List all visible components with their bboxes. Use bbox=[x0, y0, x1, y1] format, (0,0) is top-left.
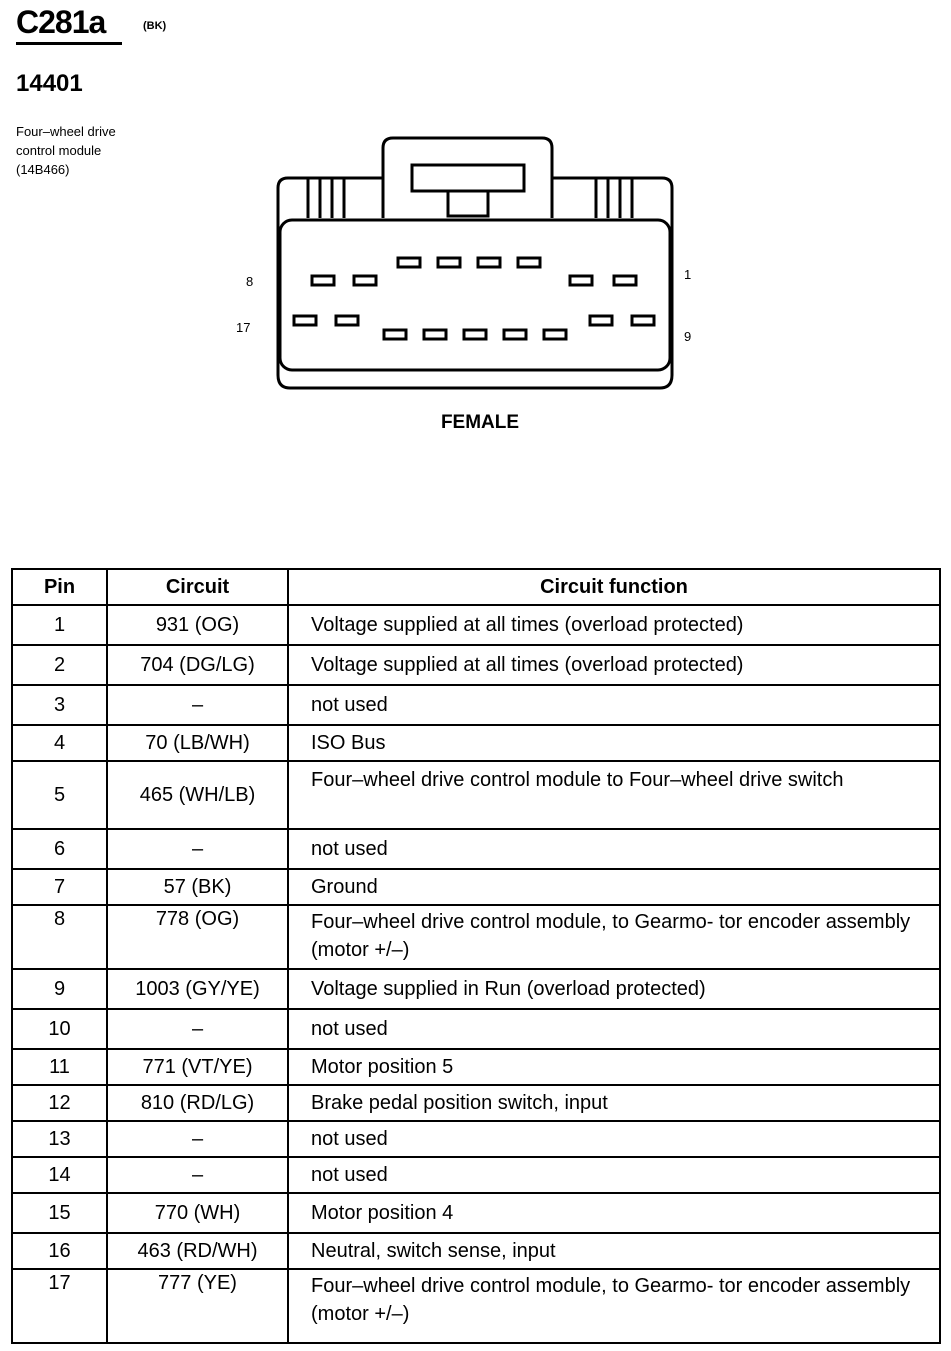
function-cell: Brake pedal position switch, input bbox=[288, 1085, 940, 1121]
function-cell: not used bbox=[288, 1009, 940, 1049]
table-row bbox=[12, 1269, 940, 1343]
pin-label-9: 9 bbox=[684, 329, 692, 344]
table-row bbox=[12, 869, 940, 905]
function-cell: Voltage supplied at all times (overload protected) bbox=[288, 605, 940, 645]
table-row bbox=[12, 1157, 940, 1193]
circuit-cell: 770 (WH) bbox=[107, 1193, 288, 1233]
pin-cell: 4 bbox=[12, 725, 107, 761]
circuit-cell: 463 (RD/WH) bbox=[107, 1233, 288, 1269]
table-row bbox=[12, 1009, 940, 1049]
circuit-cell: – bbox=[107, 1157, 288, 1193]
pin-cell: 8 bbox=[12, 905, 107, 969]
circuit-cell: 70 (LB/WH) bbox=[107, 725, 288, 761]
table-row bbox=[12, 685, 940, 725]
pin-label-1: 1 bbox=[684, 267, 692, 282]
pin-cell: 2 bbox=[12, 645, 107, 685]
header-pin: Pin bbox=[12, 569, 107, 605]
component-desc-line: Four–wheel drive bbox=[16, 124, 116, 139]
table-row bbox=[12, 1121, 940, 1157]
circuit-cell: – bbox=[107, 685, 288, 725]
table-row bbox=[12, 605, 940, 645]
table-row bbox=[12, 725, 940, 761]
function-cell: Voltage supplied in Run (overload protected) bbox=[288, 969, 940, 1009]
circuit-cell: – bbox=[107, 1121, 288, 1157]
circuit-cell: – bbox=[107, 829, 288, 869]
circuit-cell: 57 (BK) bbox=[107, 869, 288, 905]
circuit-cell: 465 (WH/LB) bbox=[107, 761, 288, 829]
circuit-cell: 771 (VT/YE) bbox=[107, 1049, 288, 1085]
header-circuit-function: Circuit function bbox=[288, 569, 940, 605]
table-row bbox=[12, 1049, 940, 1085]
connector-id: C281a bbox=[16, 4, 106, 40]
pin-cell: 9 bbox=[12, 969, 107, 1009]
pin-cell: 5 bbox=[12, 761, 107, 829]
pin-cell: 11 bbox=[12, 1049, 107, 1085]
pin-cell: 12 bbox=[12, 1085, 107, 1121]
component-desc-line: (14B466) bbox=[16, 162, 70, 177]
part-number: 14401 bbox=[16, 70, 83, 97]
pin-cell: 3 bbox=[12, 685, 107, 725]
pin-cell: 16 bbox=[12, 1233, 107, 1269]
function-cell: Neutral, switch sense, input bbox=[288, 1233, 940, 1269]
connector-color: (BK) bbox=[143, 20, 167, 32]
connector-face-diagram bbox=[230, 130, 710, 440]
circuit-cell: 1003 (GY/YE) bbox=[107, 969, 288, 1009]
table-row bbox=[12, 829, 940, 869]
function-cell: Motor position 4 bbox=[288, 1193, 940, 1233]
pin-label-8: 8 bbox=[246, 274, 254, 289]
pin-cell: 17 bbox=[12, 1269, 107, 1343]
pin-table bbox=[11, 568, 941, 1344]
pin-cell: 14 bbox=[12, 1157, 107, 1193]
function-cell: not used bbox=[288, 1157, 940, 1193]
table-row bbox=[12, 1233, 940, 1269]
pin-label-17: 17 bbox=[236, 320, 251, 335]
function-cell: Four–wheel drive control module to Four–wheel drive switch bbox=[288, 761, 940, 829]
circuit-cell: 704 (DG/LG) bbox=[107, 645, 288, 685]
function-cell: Voltage supplied at all times (overload protected) bbox=[288, 645, 940, 685]
table-row bbox=[12, 905, 940, 969]
pin-cell: 15 bbox=[12, 1193, 107, 1233]
connector-gender-label: FEMALE bbox=[440, 412, 520, 433]
pin-cell: 7 bbox=[12, 869, 107, 905]
table-row bbox=[12, 1085, 940, 1121]
circuit-cell: 778 (OG) bbox=[107, 905, 288, 969]
pin-cell: 1 bbox=[12, 605, 107, 645]
circuit-cell: 931 (OG) bbox=[107, 605, 288, 645]
header-circuit: Circuit bbox=[107, 569, 288, 605]
pin-cell: 13 bbox=[12, 1121, 107, 1157]
pin-cell: 6 bbox=[12, 829, 107, 869]
table-header-row bbox=[12, 569, 940, 605]
component-desc-line: control module bbox=[16, 143, 102, 158]
table-row bbox=[12, 761, 940, 829]
function-cell: Motor position 5 bbox=[288, 1049, 940, 1085]
pin-cell: 10 bbox=[12, 1009, 107, 1049]
component-description bbox=[16, 122, 186, 179]
circuit-cell: 810 (RD/LG) bbox=[107, 1085, 288, 1121]
function-cell: not used bbox=[288, 685, 940, 725]
connector-id-underline bbox=[16, 42, 122, 45]
table-row bbox=[12, 645, 940, 685]
function-cell: ISO Bus bbox=[288, 725, 940, 761]
function-cell: Four–wheel drive control module, to Gearmo- tor encoder assembly (motor +/–) bbox=[288, 905, 940, 969]
table-row bbox=[12, 1193, 940, 1233]
circuit-cell: 777 (YE) bbox=[107, 1269, 288, 1343]
function-cell: Ground bbox=[288, 869, 940, 905]
table-row bbox=[12, 969, 940, 1009]
function-cell: Four–wheel drive control module, to Gearmo- tor encoder assembly (motor +/–) bbox=[288, 1269, 940, 1343]
function-cell: not used bbox=[288, 1121, 940, 1157]
circuit-cell: – bbox=[107, 1009, 288, 1049]
function-cell: not used bbox=[288, 829, 940, 869]
